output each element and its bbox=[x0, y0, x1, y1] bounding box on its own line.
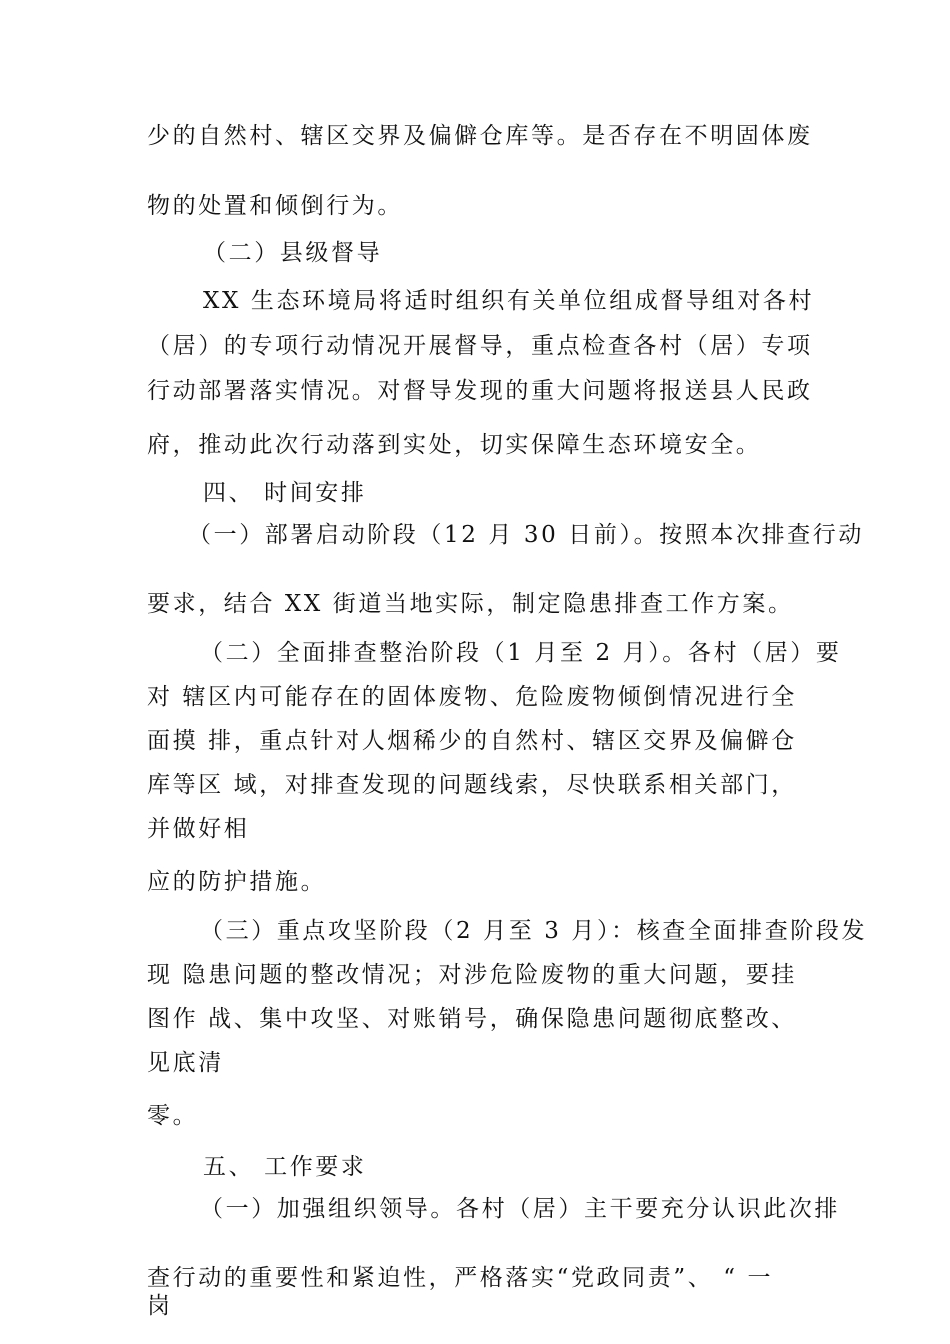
paragraph-line: 岗 bbox=[147, 1293, 173, 1319]
section-heading: 五、 工作要求 bbox=[203, 1154, 367, 1180]
paragraph-line: 查行动的重要性和紧迫性，严格落实“党政同责”、 “ 一 bbox=[147, 1265, 774, 1291]
paragraph-line: （一）部署启动阶段（12 月 30 日前）。按照本次排查行动 bbox=[188, 522, 864, 548]
paragraph-line: 零。 bbox=[147, 1103, 199, 1129]
paragraph-line: XX 生态环境局将适时组织有关单位组成督导组对各村 bbox=[203, 288, 815, 314]
section-heading: 四、 时间安排 bbox=[203, 480, 367, 506]
paragraph-line: 应的防护措施。 bbox=[147, 869, 327, 895]
paragraph-line: 库等区 域，对排查发现的问题线索，尽快联系相关部门， bbox=[147, 772, 797, 798]
paragraph-line: （二）全面排查整治阶段（1 月至 2 月）。各村（居）要 bbox=[200, 640, 842, 666]
paragraph-line: 府，推动此次行动落到实处，切实保障生态环境安全。 bbox=[147, 432, 762, 458]
paragraph-line: 图作 战、集中攻坚、对账销号，确保隐患问题彻底整改、 bbox=[147, 1006, 797, 1032]
paragraph-line: 对 辖区内可能存在的固体废物、危险废物倾倒情况进行全 bbox=[147, 684, 797, 710]
section-heading: （二）县级督导 bbox=[203, 240, 383, 266]
paragraph-line: 物的处置和倾倒行为。 bbox=[147, 193, 403, 219]
paragraph-line: （一）加强组织领导。各村（居）主干要充分认识此次排 bbox=[200, 1196, 840, 1222]
paragraph-line: 行动部署落实情况。对督导发现的重大问题将报送县人民政 bbox=[147, 378, 813, 404]
paragraph-line: 少的自然村、辖区交界及偏僻仓库等。是否存在不明固体废 bbox=[147, 123, 813, 149]
paragraph-line: 面摸 排，重点针对人烟稀少的自然村、辖区交界及偏僻仓 bbox=[147, 728, 797, 754]
paragraph-line: 要求，结合 XX 街道当地实际，制定隐患排查工作方案。 bbox=[147, 591, 794, 617]
paragraph-line: 见底清 bbox=[147, 1050, 224, 1076]
paragraph-line: （居）的专项行动情况开展督导，重点检查各村（居）专项 bbox=[147, 333, 813, 359]
paragraph-line: （三）重点攻坚阶段（2 月至 3 月）：核查全面排查阶段发 bbox=[200, 918, 868, 944]
paragraph-line: 并做好相 bbox=[147, 816, 250, 842]
paragraph-line: 现 隐患问题的整改情况；对涉危险废物的重大问题，要挂 bbox=[147, 962, 797, 988]
